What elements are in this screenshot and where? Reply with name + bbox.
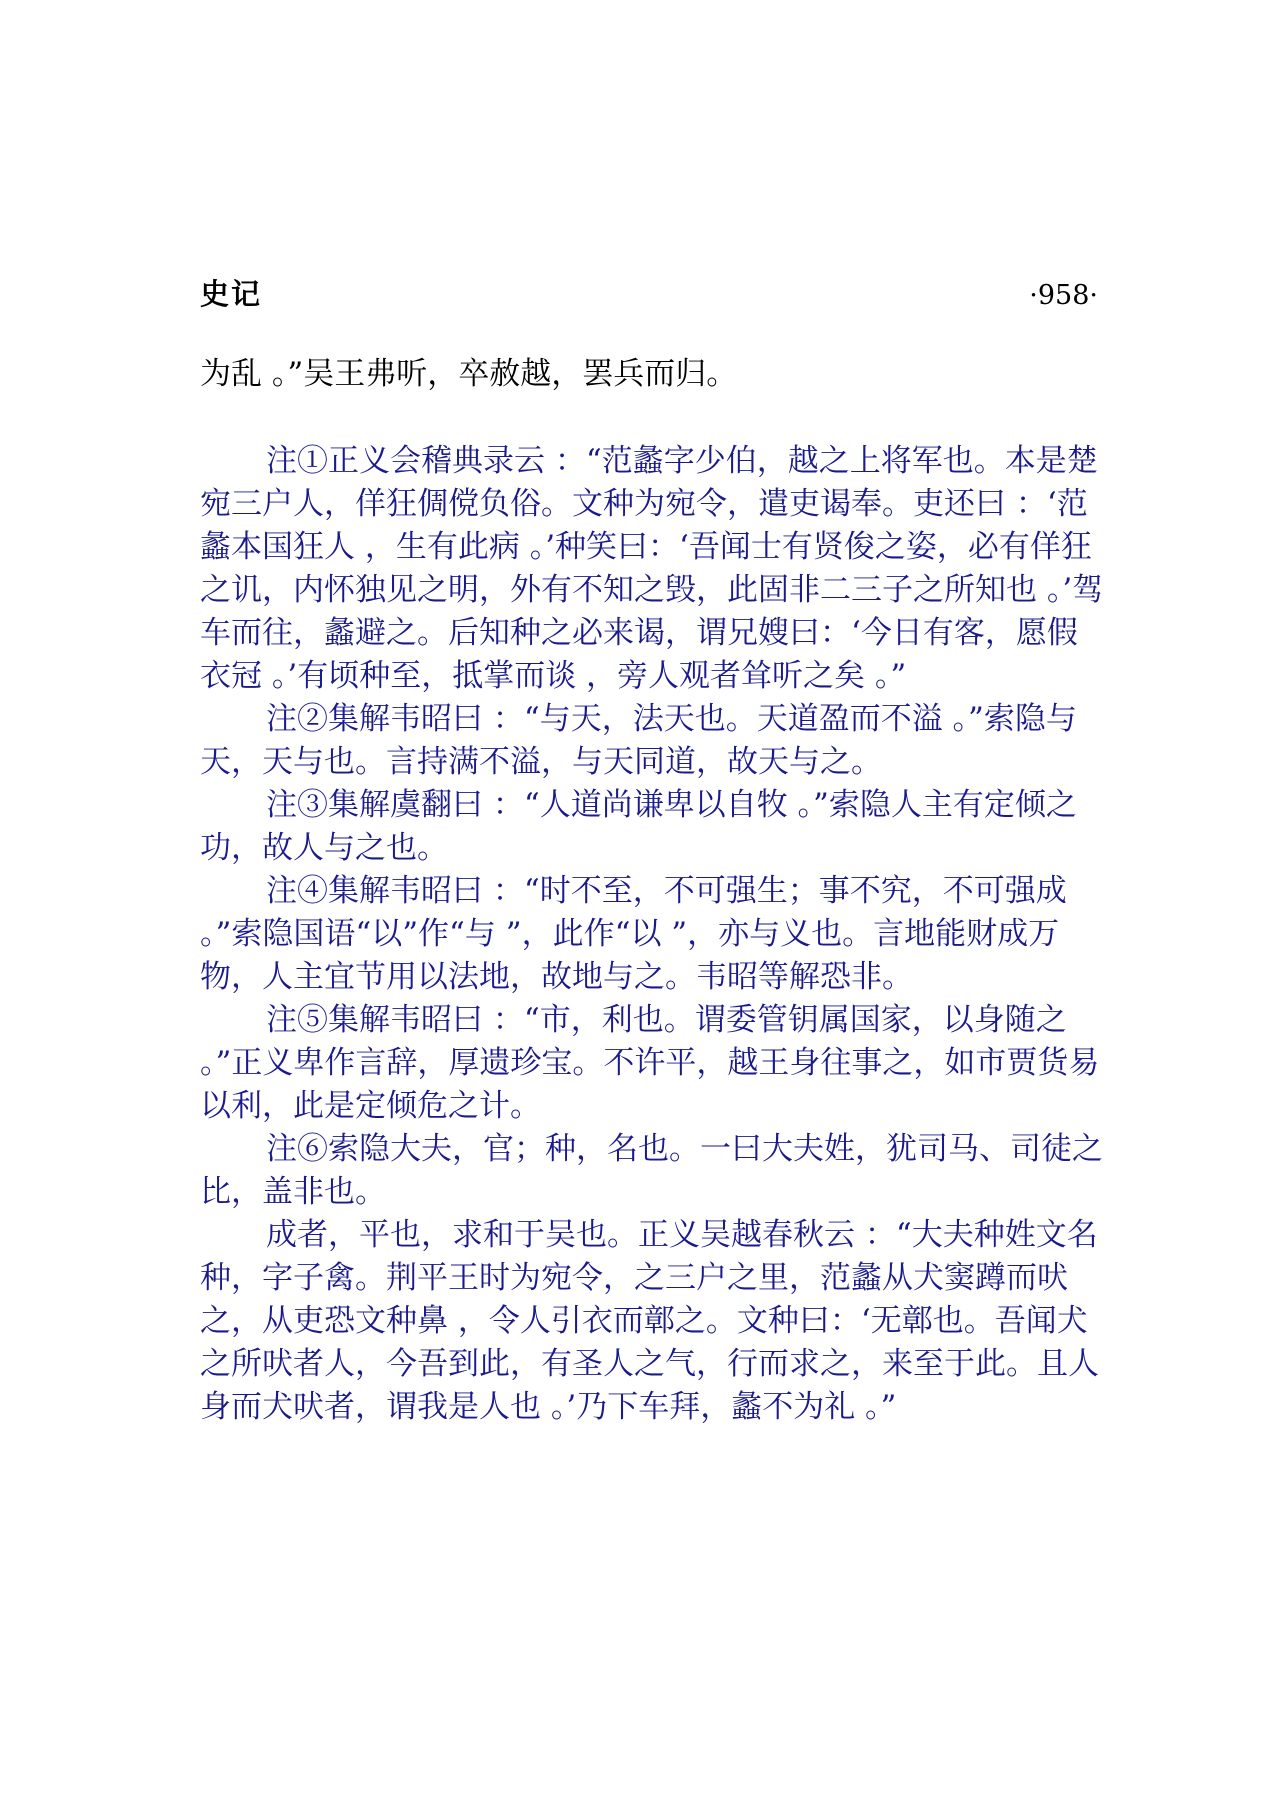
note-1: 注①正义会稽典录云 ：“范蠡字少伯，越之上将军也。本是楚宛三户人，佯狂倜傥负俗。文种为宛令，遣吏谒奉。吏还曰 ：‘范蠡本国狂人 ，生有此病 。’种笑曰：‘吾闻士有贤俊之姿，必有佯狂之讥，内怀独见之明，外有不知之毁，此固非二三子之所知也 。’驾车而往，蠡避之。后知种之必来谒，谓兄嫂曰：‘今日有客，愿假衣冠 。’有顷种至，抵掌而谈 ，旁人观者耸听之矣 。”	[200, 443, 1104, 694]
page-header	[200, 272, 1098, 313]
page-number: ·958·	[1029, 280, 1098, 311]
note-2: 注②集解韦昭曰 ：“与天，法天也。天道盈而不溢 。”索隐与天，天与也。言持满不溢，与天同道，故天与之。	[200, 701, 1077, 780]
note-5: 注⑤集解韦昭曰 ：“市，利也。谓委管钥属国家，以身随之 。”正义卑作言辞，厚遗珍宝。不许平，越王身往事之，如市贾货易以利，此是定倾危之计。	[200, 1002, 1100, 1124]
notes-section	[200, 440, 1105, 1429]
main-text: 为乱 。”吴王弗听，卒赦越，罢兵而归。	[200, 356, 738, 392]
note-6-continuation: 成者，平也，求和于吴也。正义吴越春秋云 ：“大夫种姓文名种，字子禽。荆平王时为宛令，之三户之里，范蠡从犬窦蹲而吠之，从吏恐文种鼻 ，令人引衣而鄣之。文种曰：‘无鄣也。吾闻犬之所吠者人，今吾到此，有圣人之气，行而求之，来至于此。且人身而犬吠者，谓我是人也 。’乃下车拜，蠡不为礼 。”	[200, 1217, 1099, 1425]
book-title: 史记	[200, 277, 263, 311]
note-6: 注⑥索隐大夫，官；种，名也。一曰大夫姓，犹司马、司徒之比，盖非也。	[200, 1131, 1103, 1210]
note-4: 注④集解韦昭曰 ：“时不至，不可强生；事不究，不可强成 。”索隐国语“以”作“与 ”，此作“以 ”，亦与义也。言地能财成万物，人主宜节用以法地，故地与之。韦昭等解恐非。	[200, 873, 1067, 995]
note-3: 注③集解虞翻曰 ：“人道尚谦卑以自牧 。”索隐人主有定倾之功，故人与之也。	[200, 787, 1077, 866]
